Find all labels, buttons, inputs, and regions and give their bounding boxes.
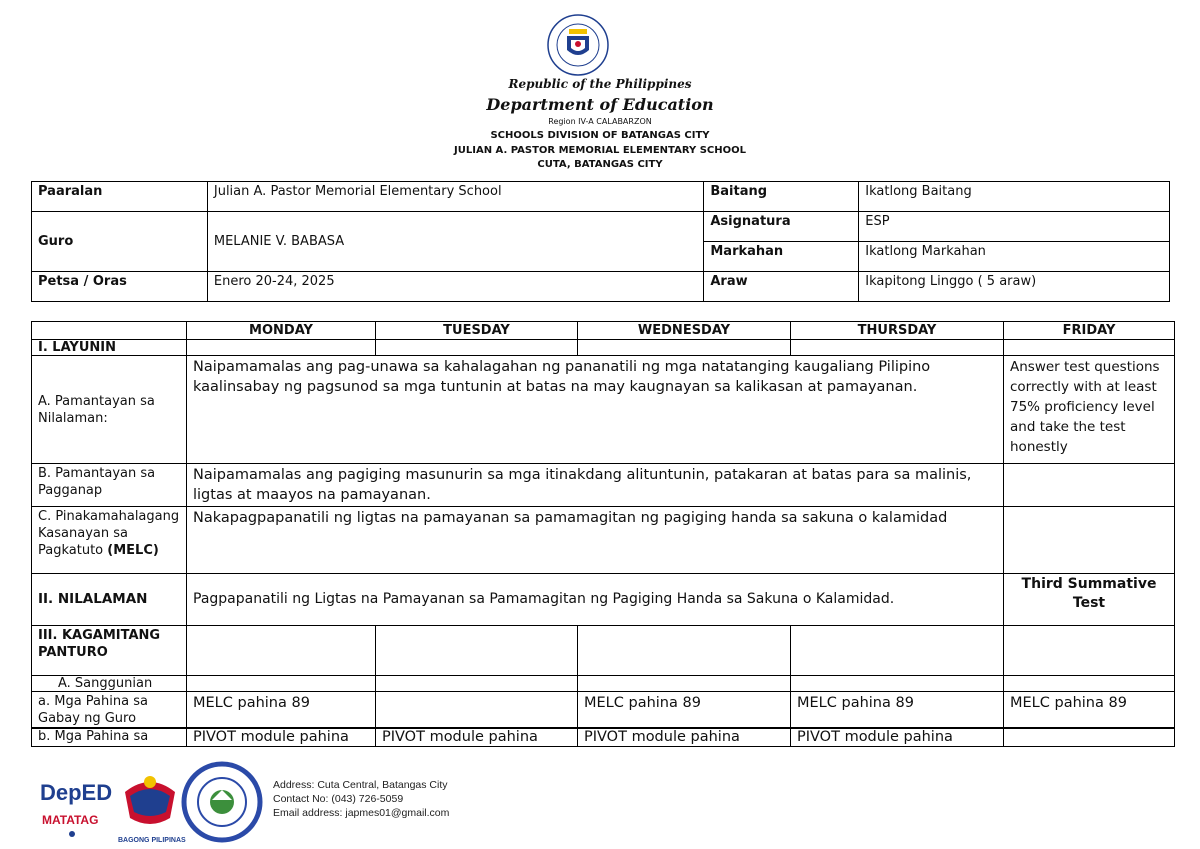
empty-cell xyxy=(1004,340,1175,356)
empty-cell xyxy=(1004,507,1175,574)
empty-cell xyxy=(1004,728,1175,747)
empty-cell xyxy=(578,626,791,676)
day-header-thursday: THURSDAY xyxy=(791,322,1004,340)
petsa-label: Petsa / Oras xyxy=(32,272,208,302)
gabay-value: MELC pahina 89 xyxy=(187,692,376,729)
empty-cell xyxy=(578,676,791,692)
nilalaman-friday: Third Summative Test xyxy=(1004,574,1175,626)
day-header-tuesday: TUESDAY xyxy=(376,322,578,340)
day-header-monday: MONDAY xyxy=(187,322,376,340)
empty-cell xyxy=(187,676,376,692)
sanggunian-label: A. Sanggunian xyxy=(32,676,187,692)
corner-cell xyxy=(32,322,187,340)
pivot-value: PIVOT module pahina xyxy=(578,728,791,747)
melc-text: Nakapagpapanatili ng ligtas na pamayanan sa pamamagitan ng pagiging handa sa sakuna o kalamidad xyxy=(187,507,1004,574)
empty-cell xyxy=(376,692,578,729)
address-heading: CUTA, BATANGAS CITY xyxy=(537,159,663,170)
baitang-label: Baitang xyxy=(704,182,859,212)
footer-phone: Contact No: (043) 726-5059 xyxy=(273,793,404,805)
division-heading: SCHOOLS DIVISION OF BATANGAS CITY xyxy=(490,130,710,141)
gabay-label: a. Mga Pahina sa Gabay ng Guro xyxy=(32,692,187,729)
asignatura-label: Asignatura xyxy=(704,212,859,242)
empty-cell xyxy=(1004,676,1175,692)
footer-logos xyxy=(0,760,1200,849)
pamantayan-pagganap-text: Naipamamalas ang pagiging masunurin sa mga itinakdang alituntunin, patakaran at batas para sa malinis, ligtas at maayos na pamayanan. xyxy=(187,464,1004,507)
day-header-wednesday: WEDNESDAY xyxy=(578,322,791,340)
school-seal-logo xyxy=(184,764,260,840)
svg-text:DepED: DepED xyxy=(40,780,113,805)
day-header-friday: FRIDAY xyxy=(1004,322,1175,340)
markahan-label: Markahan xyxy=(704,242,859,272)
empty-cell xyxy=(791,626,1004,676)
guro-label: Guro xyxy=(32,212,208,272)
paaralan-label: Paaralan xyxy=(32,182,208,212)
melc-label-text: C. Pinakamahalagang Kasanayan sa Pagkatuto xyxy=(38,509,180,558)
empty-cell xyxy=(1004,464,1175,507)
footer-email: Email address: japmes01@gmail.com xyxy=(273,807,450,819)
svg-text:BAGONG PILIPINAS: BAGONG PILIPINAS xyxy=(118,837,186,844)
empty-cell xyxy=(1004,626,1175,676)
nilalaman-label: II. NILALAMAN xyxy=(32,574,187,626)
empty-cell xyxy=(376,340,578,356)
guro-value: MELANIE V. BABASA xyxy=(207,212,703,272)
deped-seal-logo xyxy=(547,14,609,76)
markahan-value: Ikatlong Markahan xyxy=(859,242,1170,272)
gabay-value: MELC pahina 89 xyxy=(1004,692,1175,729)
gabay-value: MELC pahina 89 xyxy=(578,692,791,729)
araw-value: Ikapitong Linggo ( 5 araw) xyxy=(859,272,1170,302)
footer-address: Address: Cuta Central, Batangas City xyxy=(273,779,448,791)
melc-label-bold: (MELC) xyxy=(107,543,159,558)
empty-cell xyxy=(791,676,1004,692)
empty-cell xyxy=(187,340,376,356)
petsa-value: Enero 20-24, 2025 xyxy=(207,272,703,302)
lesson-plan-table xyxy=(31,321,1175,729)
department-heading: Department of Education xyxy=(486,95,714,114)
gabay-value: MELC pahina 89 xyxy=(791,692,1004,729)
region-heading: Region IV-A CALABARZON xyxy=(548,117,652,126)
pivot-label: b. Mga Pahina sa xyxy=(32,728,187,747)
pivot-value: PIVOT module pahina xyxy=(187,728,376,747)
svg-text:MATATAG: MATATAG xyxy=(42,813,99,827)
empty-cell xyxy=(376,676,578,692)
empty-cell xyxy=(791,340,1004,356)
nilalaman-text: Pagpapanatili ng Ligtas na Pamayanan sa Pamamagitan ng Pagiging Handa sa Sakuna o Kalamidad. xyxy=(187,574,1004,626)
melc-label xyxy=(32,507,187,574)
asignatura-value: ESP xyxy=(859,212,1170,242)
pamantayan-nilalaman-label: A. Pamantayan sa Nilalaman: xyxy=(32,356,187,464)
baitang-value: Ikatlong Baitang xyxy=(859,182,1170,212)
empty-cell xyxy=(376,626,578,676)
deped-matatag-logo xyxy=(40,780,112,837)
pamantayan-nilalaman-text: Naipamamalas ang pag-unawa sa kahalagahan ng pananatili ng mga natatanging kaugaliang Pilipino kaalinsabay ng pagsunod sa mga tuntunin at batas na may kaugnayan sa kalikasan at pamayanan. xyxy=(187,356,1004,464)
pamantayan-pagganap-label: B. Pamantayan sa Pagganap xyxy=(32,464,187,507)
paaralan-value: Julian A. Pastor Memorial Elementary School xyxy=(207,182,703,212)
republic-heading: Republic of the Philippines xyxy=(508,77,692,91)
info-table xyxy=(31,181,1170,302)
kagamitan-label: III. KAGAMITANG PANTURO xyxy=(32,626,187,676)
pamantayan-nilalaman-friday: Answer test questions correctly with at least 75% proficiency level and take the test honestly xyxy=(1004,356,1175,464)
footer-contact xyxy=(273,778,449,820)
pivot-value: PIVOT module pahina xyxy=(376,728,578,747)
empty-cell xyxy=(578,340,791,356)
pivot-value: PIVOT module pahina xyxy=(791,728,1004,747)
empty-cell xyxy=(187,626,376,676)
araw-label: Araw xyxy=(704,272,859,302)
lesson-plan-table-continued xyxy=(31,727,1175,747)
bagong-pilipinas-logo xyxy=(118,776,186,844)
layunin-label: I. LAYUNIN xyxy=(32,340,187,356)
school-heading: JULIAN A. PASTOR MEMORIAL ELEMENTARY SCHOOL xyxy=(454,145,746,156)
